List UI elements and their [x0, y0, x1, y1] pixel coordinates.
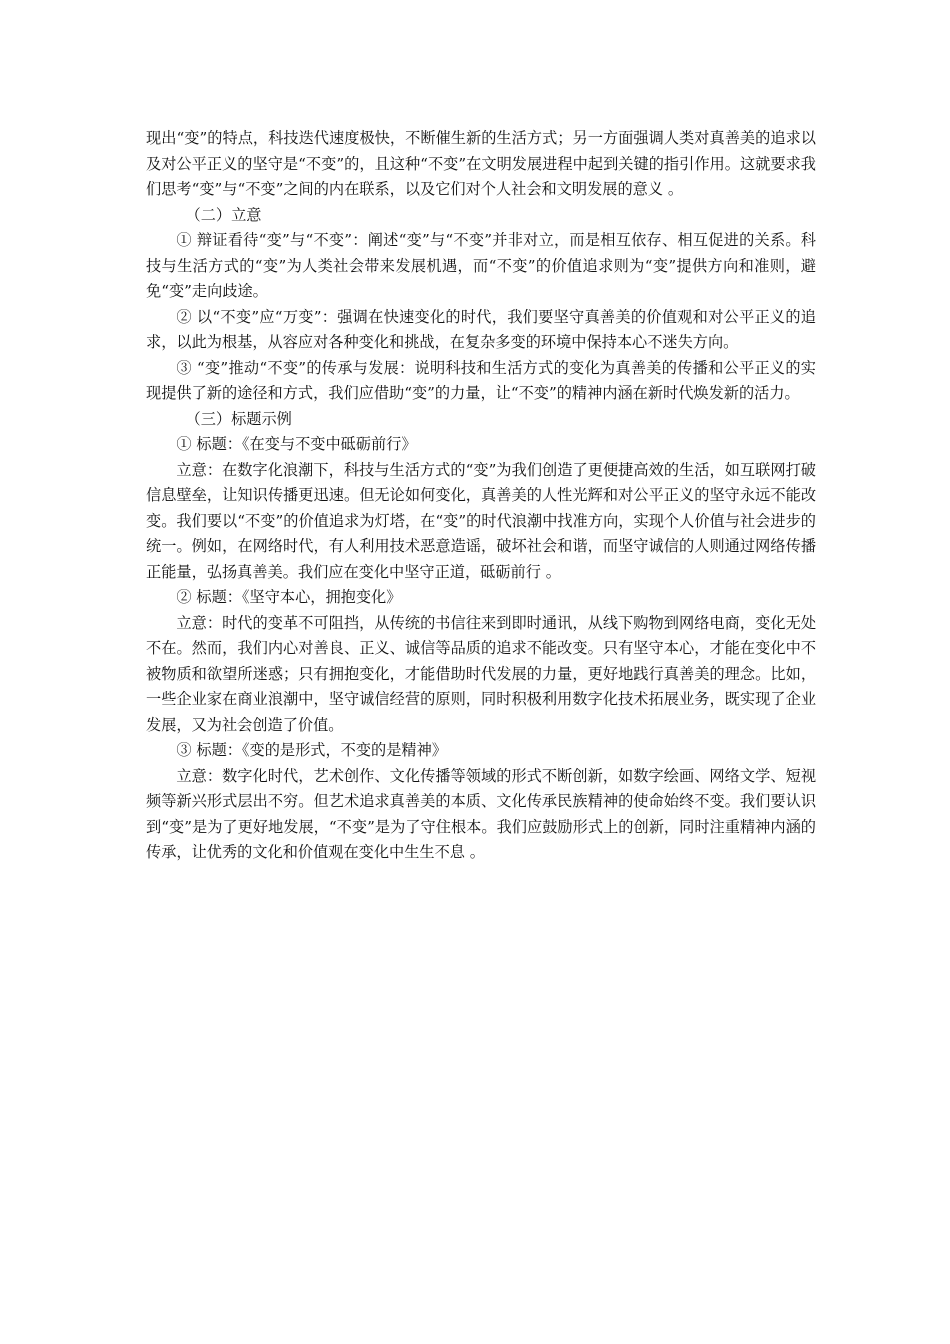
section-heading-titles: （三）标题示例 [185, 409, 292, 428]
section-heading-lizi: （二）立意 [185, 205, 262, 224]
lizi-point-3: ③ “变”推动“不变”的传承与发展：说明科技和生活方式的变化为真善美的传播和公平正义的实现提供了新的途径和方式，我们应借助“变”的力量，让“不变”的精神内涵在新时代焕发新的活力。 [146, 358, 816, 402]
title-example-2-body: 立意：时代的变革不可阻挡，从传统的书信往来到即时通讯，从线下购物到网络电商，变化无处不在。然而，我们内心对善良、正义、诚信等品质的追求不能改变。只有坚守本心，才能在变化中不被物质和欲望所迷惑；只有拥抱变化，才能借助时代发展的力量，更好地践行真善美的理念。比如，一些企业家在商业浪潮中，坚守诚信经营的原则，同时积极利用数字化技术拓展业务，既实现了企业发展，又为社会创造了价值。 [146, 613, 816, 734]
title-example-3: ③ 标题：《变的是形式，不变的是精神》 [176, 741, 447, 759]
intro-paragraph: 现出“变”的特点，科技迭代速度极快，不断催生新的生活方式；另一方面强调人类对真善美的追求以及对公平正义的坚守是“不变”的，且这种“不变”在文明发展进程中起到关键的指引作用。这就要求我们思考“变”与“不变”之间的内在联系，以及它们对个人社会和文明发展的意义 。 [146, 129, 816, 198]
title-example-3-body: 立意：数字化时代，艺术创作、文化传播等领域的形式不断创新，如数字绘画、网络文学、短视频等新兴形式层出不穷。但艺术追求真善美的本质、文化传承民族精神的使命始终不变。我们要认识到“变”是为了更好地发展，“不变”是为了守住根本。我们应鼓励形式上的创新，同时注重精神内涵的传承，让优秀的文化和价值观在变化中生生不息 。 [146, 766, 816, 861]
lizi-point-2: ② 以“不变”应“万变”：强调在快速变化的时代，我们要坚守真善美的价值观和对公平正义的追求，以此为根基，从容应对各种变化和挑战，在复杂多变的环境中保持本心不迷失方向。 [146, 307, 816, 351]
lizi-point-1: ① 辩证看待“变”与“不变”：阐述“变”与“不变”并非对立，而是相互依存、相互促进的关系。科技与生活方式的“变”为人类社会带来发展机遇，而“不变”的价值追求则为“变”提供方向和准则，避免“变”走向歧途。 [146, 231, 816, 300]
title-example-1-body: 立意：在数字化浪潮下，科技与生活方式的“变”为我们创造了更便捷高效的生活，如互联网打破信息壁垒，让知识传播更迅速。但无论如何变化，真善美的人性光辉和对公平正义的坚守永远不能改变。我们要以“不变”的价值追求为灯塔，在“变”的时代浪潮中找准方向，实现个人价值与社会进步的统一。例如，在网络时代，有人利用技术恶意造谣，破坏社会和谐，而坚守诚信的人则通过网络传播正能量，弘扬真善美。我们应在变化中坚守正道，砥砺前行 。 [146, 460, 816, 581]
title-example-1: ① 标题：《在变与不变中砥砺前行》 [176, 435, 417, 453]
title-example-2: ② 标题：《坚守本心，拥抱变化》 [176, 588, 402, 606]
document-body [146, 126, 816, 866]
